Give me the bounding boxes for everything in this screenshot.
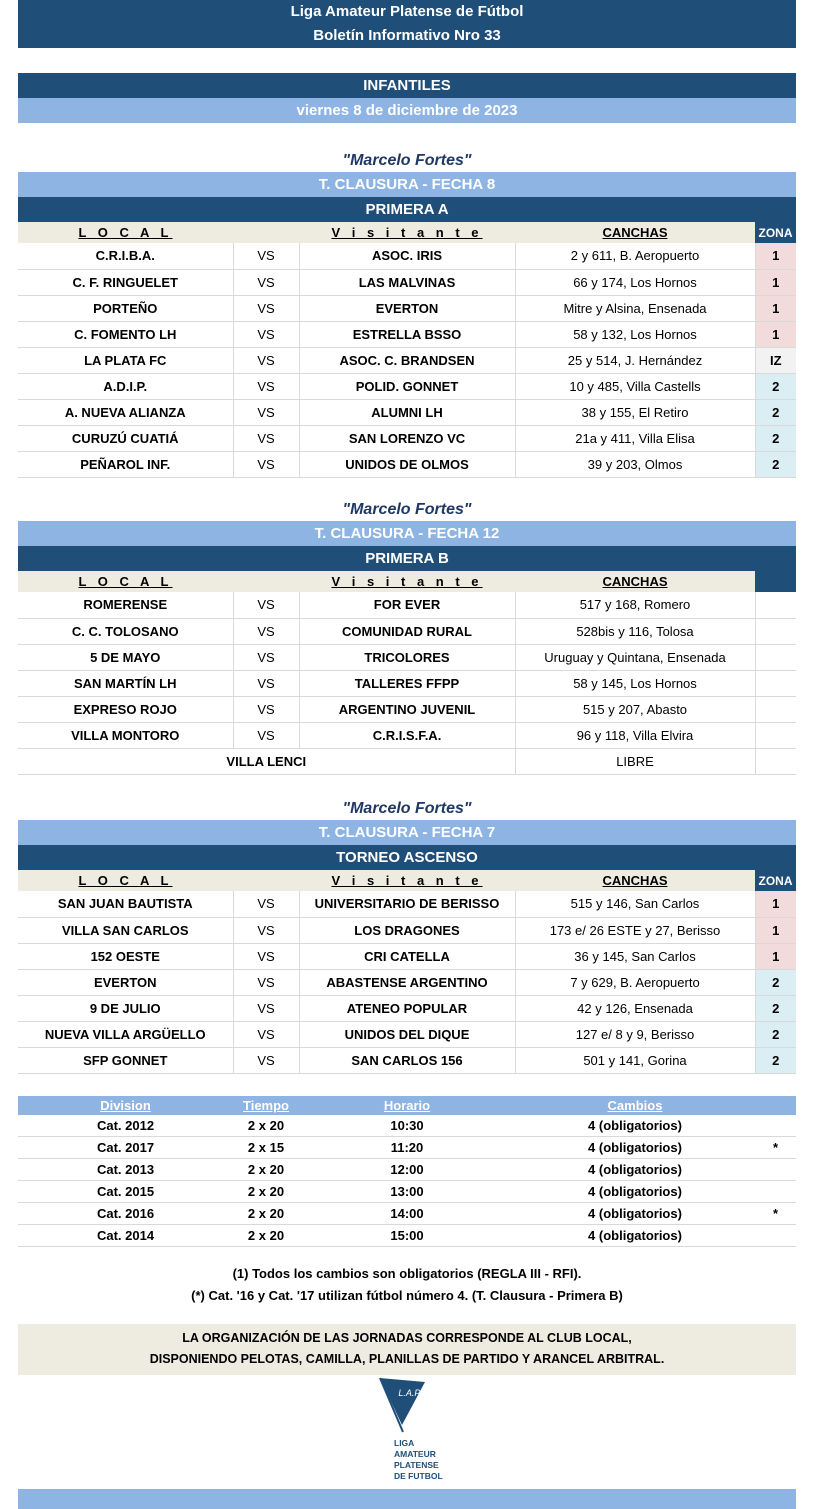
match-visitante: C.R.I.S.F.A. — [299, 722, 515, 748]
match-row — [18, 399, 796, 425]
schedule-header-cambios: Cambios — [515, 1096, 755, 1115]
bye-team: VILLA LENCI — [18, 748, 515, 774]
schedule-horario: 14:00 — [299, 1203, 515, 1225]
match-date: viernes 8 de diciembre de 2023 — [18, 98, 796, 123]
header-spacer — [233, 222, 299, 243]
schedule-mark — [755, 1225, 796, 1247]
header-local-label: L O C A L — [78, 873, 173, 888]
header-visitante — [299, 870, 515, 891]
match-local: C. FOMENTO LH — [18, 321, 233, 347]
match-local: CURUZÚ CUATIÁ — [18, 425, 233, 451]
schedule-cambios: 4 (obligatorios) — [515, 1159, 755, 1181]
match-zona: 2 — [755, 1047, 796, 1073]
match-visitante: ASOC. IRIS — [299, 243, 515, 269]
fixture-header-row — [18, 222, 796, 243]
match-row — [18, 995, 796, 1021]
schedule-header-row — [18, 1096, 796, 1115]
header-canchas-label: CANCHAS — [602, 873, 668, 888]
schedule-row — [18, 1159, 796, 1181]
match-vs: VS — [233, 722, 299, 748]
schedule-row — [18, 1137, 796, 1159]
match-visitante: ALUMNI LH — [299, 399, 515, 425]
match-visitante: POLID. GONNET — [299, 373, 515, 399]
schedule-header-tiempo: Tiempo — [233, 1096, 299, 1115]
fixture-header-row — [18, 571, 796, 592]
match-row — [18, 644, 796, 670]
division-title: PRIMERA B — [18, 546, 796, 571]
schedule-mark: * — [755, 1203, 796, 1225]
match-cancha: 127 e/ 8 y 9, Berisso — [515, 1021, 755, 1047]
match-zona — [755, 618, 796, 644]
match-row — [18, 722, 796, 748]
match-cancha: 173 e/ 26 ESTE y 27, Berisso — [515, 917, 755, 943]
match-vs: VS — [233, 1021, 299, 1047]
schedule-horario: 10:30 — [299, 1115, 515, 1137]
match-cancha: 501 y 141, Gorina — [515, 1047, 755, 1073]
match-local: A.D.I.P. — [18, 373, 233, 399]
schedule-row — [18, 1225, 796, 1247]
match-local: SFP GONNET — [18, 1047, 233, 1073]
header-canchas — [515, 870, 755, 891]
match-cancha: 36 y 145, San Carlos — [515, 943, 755, 969]
match-visitante: UNIDOS DE OLMOS — [299, 451, 515, 477]
schedule-division: Cat. 2017 — [18, 1137, 233, 1159]
match-local: VILLA SAN CARLOS — [18, 917, 233, 943]
section-primera-a — [18, 150, 796, 478]
match-row — [18, 425, 796, 451]
logo-text-line: DE FUTBOL — [394, 1471, 443, 1481]
schedule-tiempo: 2 x 15 — [233, 1137, 299, 1159]
schedule-horario: 12:00 — [299, 1159, 515, 1181]
match-local: PORTEÑO — [18, 295, 233, 321]
footer-bar — [18, 1489, 796, 1509]
schedule-row — [18, 1203, 796, 1225]
match-vs: VS — [233, 696, 299, 722]
match-row — [18, 618, 796, 644]
match-visitante: UNIVERSITARIO DE BERISSO — [299, 891, 515, 917]
match-vs: VS — [233, 399, 299, 425]
match-cancha: 2 y 611, B. Aeropuerto — [515, 243, 755, 269]
match-zona: 1 — [755, 321, 796, 347]
tournament-round: T. CLAUSURA - FECHA 7 — [18, 820, 796, 845]
match-vs: VS — [233, 917, 299, 943]
header-spacer — [233, 870, 299, 891]
match-vs: VS — [233, 295, 299, 321]
match-cancha: 10 y 485, Villa Castells — [515, 373, 755, 399]
header-zona: ZONA — [755, 222, 796, 243]
flag-icon — [18, 1374, 796, 1488]
fixture-table — [18, 571, 796, 775]
match-cancha: 25 y 514, J. Hernández — [515, 347, 755, 373]
schedule-header-mark — [755, 1096, 796, 1115]
match-local: A. NUEVA ALIANZA — [18, 399, 233, 425]
match-local: SAN MARTÍN LH — [18, 670, 233, 696]
match-cancha: 42 y 126, Ensenada — [515, 995, 755, 1021]
header-zona: ZONA — [755, 870, 796, 891]
header-visitante-label: V i s i t a n t e — [331, 873, 483, 888]
header-zona-empty — [755, 571, 796, 592]
match-local: LA PLATA FC — [18, 347, 233, 373]
match-cancha: 58 y 145, Los Hornos — [515, 670, 755, 696]
dedication-title: "Marcelo Fortes" — [342, 152, 472, 169]
match-vs: VS — [233, 969, 299, 995]
match-row — [18, 1047, 796, 1073]
fixture-table — [18, 222, 796, 478]
section-torneo-ascenso — [18, 798, 796, 1074]
match-zona — [755, 696, 796, 722]
header-canchas — [515, 222, 755, 243]
match-local: 152 OESTE — [18, 943, 233, 969]
match-visitante: FOR EVER — [299, 592, 515, 618]
header-visitante — [299, 571, 515, 592]
match-row — [18, 321, 796, 347]
match-vs: VS — [233, 943, 299, 969]
header-local — [18, 222, 233, 243]
match-visitante: LOS DRAGONES — [299, 917, 515, 943]
schedule-row — [18, 1181, 796, 1203]
match-zona — [755, 592, 796, 618]
match-zona: 1 — [755, 269, 796, 295]
match-visitante: EVERTON — [299, 295, 515, 321]
bye-zona — [755, 748, 796, 774]
match-local: C. C. TOLOSANO — [18, 618, 233, 644]
section-primera-b — [18, 499, 796, 775]
logo-text-line: LIGA — [394, 1438, 415, 1448]
schedule-mark — [755, 1181, 796, 1203]
schedule-division: Cat. 2013 — [18, 1159, 233, 1181]
schedule-cambios: 4 (obligatorios) — [515, 1137, 755, 1159]
schedule-horario: 13:00 — [299, 1181, 515, 1203]
match-row — [18, 1021, 796, 1047]
match-local: 9 DE JULIO — [18, 995, 233, 1021]
schedule-division: Cat. 2012 — [18, 1115, 233, 1137]
match-zona — [755, 644, 796, 670]
match-vs: VS — [233, 269, 299, 295]
match-zona: 1 — [755, 943, 796, 969]
match-row — [18, 347, 796, 373]
league-logo — [18, 1374, 796, 1488]
league-name: Liga Amateur Platense de Fútbol — [290, 3, 524, 20]
notes — [18, 1263, 796, 1307]
match-row — [18, 451, 796, 477]
match-cancha: 21a y 411, Villa Elisa — [515, 425, 755, 451]
match-visitante: ABASTENSE ARGENTINO — [299, 969, 515, 995]
dedication-title: "Marcelo Fortes" — [342, 501, 472, 518]
tournament-round: T. CLAUSURA - FECHA 12 — [18, 521, 796, 546]
header-local-label: L O C A L — [78, 225, 173, 240]
logo-text-line: PLATENSE — [394, 1460, 439, 1470]
schedule-cambios: 4 (obligatorios) — [515, 1181, 755, 1203]
schedule-horario: 11:20 — [299, 1137, 515, 1159]
match-zona: 2 — [755, 451, 796, 477]
match-zona: 2 — [755, 995, 796, 1021]
match-visitante: SAN CARLOS 156 — [299, 1047, 515, 1073]
match-visitante: TRICOLORES — [299, 644, 515, 670]
match-vs: VS — [233, 670, 299, 696]
match-cancha: 528bis y 116, Tolosa — [515, 618, 755, 644]
match-visitante: COMUNIDAD RURAL — [299, 618, 515, 644]
match-local: NUEVA VILLA ARGÜELLO — [18, 1021, 233, 1047]
match-row — [18, 269, 796, 295]
match-cancha: 96 y 118, Villa Elvira — [515, 722, 755, 748]
match-local: VILLA MONTORO — [18, 722, 233, 748]
category-title: INFANTILES — [18, 73, 796, 98]
logo-flag-text: L.A.P. — [398, 1388, 422, 1398]
match-cancha: 517 y 168, Romero — [515, 592, 755, 618]
match-cancha: Mitre y Alsina, Ensenada — [515, 295, 755, 321]
bye-label: LIBRE — [515, 748, 755, 774]
match-cancha: 58 y 132, Los Hornos — [515, 321, 755, 347]
header-local-label: L O C A L — [78, 574, 173, 589]
match-zona: 1 — [755, 295, 796, 321]
match-visitante: ASOC. C. BRANDSEN — [299, 347, 515, 373]
match-cancha: Uruguay y Quintana, Ensenada — [515, 644, 755, 670]
header-spacer — [233, 571, 299, 592]
schedule-division: Cat. 2015 — [18, 1181, 233, 1203]
match-zona: 2 — [755, 373, 796, 399]
match-vs: VS — [233, 1047, 299, 1073]
match-visitante: ESTRELLA BSSO — [299, 321, 515, 347]
match-vs: VS — [233, 347, 299, 373]
schedule-division: Cat. 2014 — [18, 1225, 233, 1247]
schedule-horario: 15:00 — [299, 1225, 515, 1247]
organization-notice — [18, 1324, 796, 1375]
match-local: EXPRESO ROJO — [18, 696, 233, 722]
division-title: PRIMERA A — [18, 197, 796, 222]
match-local: EVERTON — [18, 969, 233, 995]
header-canchas-label: CANCHAS — [602, 574, 668, 589]
match-cancha: 38 y 155, El Retiro — [515, 399, 755, 425]
schedule-division: Cat. 2016 — [18, 1203, 233, 1225]
organization-line-2: DISPONIENDO PELOTAS, CAMILLA, PLANILLAS DE PARTIDO Y ARANCEL ARBITRAL. — [149, 1352, 665, 1366]
match-vs: VS — [233, 618, 299, 644]
match-cancha: 515 y 207, Abasto — [515, 696, 755, 722]
tournament-round: T. CLAUSURA - FECHA 8 — [18, 172, 796, 197]
match-zona: 1 — [755, 243, 796, 269]
match-local: ROMERENSE — [18, 592, 233, 618]
dedication-title: "Marcelo Fortes" — [342, 800, 472, 817]
header-visitante — [299, 222, 515, 243]
match-visitante: SAN LORENZO VC — [299, 425, 515, 451]
fixture-header-row — [18, 870, 796, 891]
match-visitante: ARGENTINO JUVENIL — [299, 696, 515, 722]
match-cancha: 7 y 629, B. Aeropuerto — [515, 969, 755, 995]
match-local: 5 DE MAYO — [18, 644, 233, 670]
match-row — [18, 243, 796, 269]
match-visitante: UNIDOS DEL DIQUE — [299, 1021, 515, 1047]
match-vs: VS — [233, 451, 299, 477]
note-1: (1) Todos los cambios son obligatorios (REGLA III - RFI). — [232, 1266, 582, 1281]
schedule-tiempo: 2 x 20 — [233, 1181, 299, 1203]
match-vs: VS — [233, 425, 299, 451]
match-visitante: ATENEO POPULAR — [299, 995, 515, 1021]
match-row — [18, 891, 796, 917]
match-vs: VS — [233, 373, 299, 399]
match-zona: 2 — [755, 969, 796, 995]
note-2: (*) Cat. '16 y Cat. '17 utilizan fútbol número 4. (T. Clausura - Primera B) — [191, 1288, 623, 1303]
match-cancha: 66 y 174, Los Hornos — [515, 269, 755, 295]
schedule-header-division: Division — [18, 1096, 233, 1115]
match-vs: VS — [233, 243, 299, 269]
schedule-tiempo: 2 x 20 — [233, 1225, 299, 1247]
schedule-cambios: 4 (obligatorios) — [515, 1115, 755, 1137]
match-row — [18, 295, 796, 321]
schedule-row — [18, 1115, 796, 1137]
schedule-tiempo: 2 x 20 — [233, 1203, 299, 1225]
match-zona — [755, 722, 796, 748]
match-zona: 1 — [755, 891, 796, 917]
match-row — [18, 696, 796, 722]
match-zona — [755, 670, 796, 696]
fixture-table — [18, 870, 796, 1074]
match-zona: 2 — [755, 425, 796, 451]
match-local: C. F. RINGUELET — [18, 269, 233, 295]
header-local — [18, 571, 233, 592]
schedule-mark — [755, 1115, 796, 1137]
match-vs: VS — [233, 891, 299, 917]
schedule-mark: * — [755, 1137, 796, 1159]
match-row — [18, 373, 796, 399]
match-zona: 2 — [755, 399, 796, 425]
header-local — [18, 870, 233, 891]
logo-text-line: AMATEUR — [394, 1449, 436, 1459]
match-zona: IZ — [755, 347, 796, 373]
match-row — [18, 917, 796, 943]
schedule-mark — [755, 1159, 796, 1181]
match-local: PEÑAROL INF. — [18, 451, 233, 477]
bulletin-header — [18, 0, 796, 48]
match-vs: VS — [233, 321, 299, 347]
division-title: TORNEO ASCENSO — [18, 845, 796, 870]
match-visitante: CRI CATELLA — [299, 943, 515, 969]
match-local: C.R.I.B.A. — [18, 243, 233, 269]
schedule-tiempo: 2 x 20 — [233, 1115, 299, 1137]
schedule-cambios: 4 (obligatorios) — [515, 1225, 755, 1247]
schedule-cambios: 4 (obligatorios) — [515, 1203, 755, 1225]
match-row — [18, 670, 796, 696]
match-zona: 2 — [755, 1021, 796, 1047]
header-visitante-label: V i s i t a n t e — [331, 574, 483, 589]
match-local: SAN JUAN BAUTISTA — [18, 891, 233, 917]
organization-line-1: LA ORGANIZACIÓN DE LAS JORNADAS CORRESPONDE AL CLUB LOCAL, — [182, 1331, 632, 1345]
match-vs: VS — [233, 644, 299, 670]
match-visitante: LAS MALVINAS — [299, 269, 515, 295]
header-canchas — [515, 571, 755, 592]
match-vs: VS — [233, 995, 299, 1021]
match-row — [18, 969, 796, 995]
bulletin-number: Boletín Informativo Nro 33 — [313, 27, 501, 44]
bye-row — [18, 748, 796, 774]
match-zona: 1 — [755, 917, 796, 943]
schedule-header-horario: Horario — [299, 1096, 515, 1115]
match-cancha: 515 y 146, San Carlos — [515, 891, 755, 917]
header-canchas-label: CANCHAS — [602, 225, 668, 240]
match-row — [18, 592, 796, 618]
header-visitante-label: V i s i t a n t e — [331, 225, 483, 240]
match-row — [18, 943, 796, 969]
match-cancha: 39 y 203, Olmos — [515, 451, 755, 477]
schedule-tiempo: 2 x 20 — [233, 1159, 299, 1181]
match-vs: VS — [233, 592, 299, 618]
match-visitante: TALLERES FFPP — [299, 670, 515, 696]
schedule-table — [18, 1096, 796, 1247]
